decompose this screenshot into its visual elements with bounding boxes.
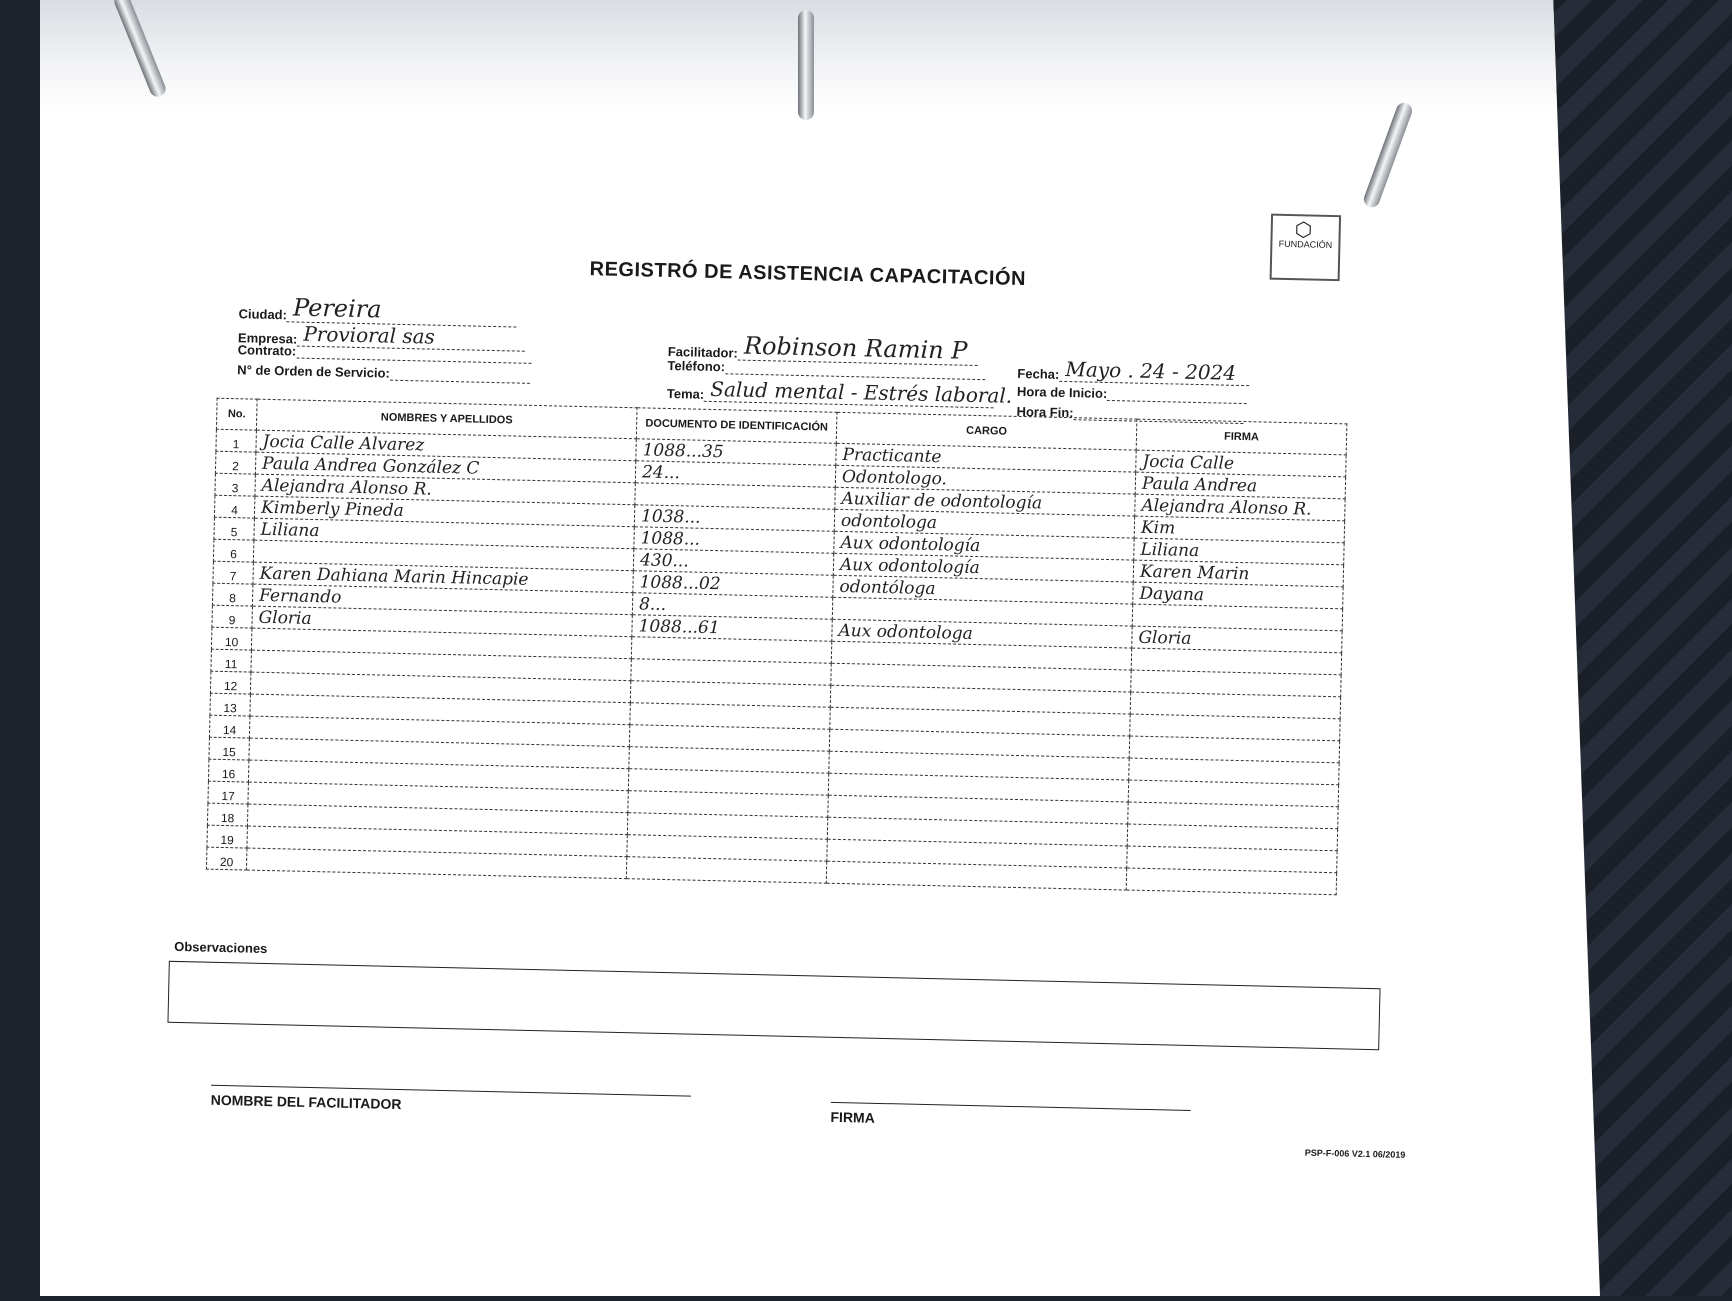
ciudad-value: Pereira	[292, 293, 382, 324]
row-number: 13	[210, 693, 250, 716]
row-number: 8	[212, 583, 252, 606]
row-firma	[1126, 868, 1336, 895]
row-number: 11	[211, 649, 251, 672]
tema-value: Salud mental - Estrés laboral.	[710, 376, 1013, 408]
fecha-value: Mayo . 24 - 2024	[1065, 356, 1237, 385]
row-firma: Paula Andrea	[1135, 472, 1345, 499]
row-nombre: Kimberly Pineda	[254, 496, 634, 527]
row-number: 19	[207, 825, 247, 848]
row-cargo: odontologa	[834, 509, 1134, 538]
row-number: 15	[209, 737, 249, 760]
row-firma: Alejandra Alonso R.	[1135, 494, 1345, 521]
row-firma: Kim	[1134, 516, 1344, 543]
logo-text: FUNDACIÓN	[1278, 238, 1333, 251]
observaciones-box	[167, 961, 1380, 1050]
row-number: 12	[210, 671, 250, 694]
row-documento: 24...	[635, 461, 835, 488]
row-cargo: Aux odontología	[833, 553, 1133, 582]
header-documento: DOCUMENTO DE IDENTIFICACIÓN	[636, 408, 837, 444]
row-documento	[626, 857, 826, 884]
row-cargo: odontóloga	[833, 575, 1133, 604]
telefono-field: Teléfono:	[667, 358, 985, 380]
row-documento: 1088...	[634, 527, 834, 554]
header-cargo: CARGO	[836, 412, 1137, 450]
row-number: 1	[216, 429, 256, 452]
header-firma: FIRMA	[1136, 419, 1347, 455]
firma-line	[831, 1102, 1191, 1111]
row-number: 20	[206, 847, 246, 870]
row-firma: Liliana	[1134, 538, 1344, 565]
foundation-logo	[1270, 214, 1341, 282]
row-number: 16	[208, 759, 248, 782]
row-documento: 8...	[632, 593, 832, 620]
row-nombre: Gloria	[252, 606, 632, 637]
binder-ring	[798, 10, 814, 120]
binder-band	[40, 0, 1600, 110]
row-nombre: Karen Dahiana Marin Hincapie	[253, 562, 633, 593]
row-documento: 430...	[633, 549, 833, 576]
row-number: 10	[211, 627, 251, 650]
hora-inicio-field: Hora de Inicio:	[1017, 384, 1248, 404]
row-cargo: Aux odontología	[834, 531, 1134, 560]
empresa-field: Empresa: Provioral sas	[238, 320, 526, 352]
facilitador-field: Facilitador: Robinson Ramin P	[668, 330, 979, 366]
row-nombre: Paula Andrea González C	[255, 452, 635, 483]
empresa-value: Provioral sas	[303, 321, 436, 349]
orden-servicio-field: N° de Orden de Servicio:	[237, 362, 530, 384]
row-number: 3	[215, 473, 255, 496]
form-code: PSP-F-006 V2.1 06/2019	[1304, 1147, 1406, 1160]
row-nombre: Alejandra Alonso R.	[255, 474, 635, 505]
hora-fin-field: Hora Fin:	[1016, 404, 1243, 424]
row-nombre: Liliana	[254, 518, 634, 549]
header-no: No.	[216, 398, 257, 430]
row-number: 17	[208, 781, 248, 804]
row-number: 4	[214, 495, 254, 518]
hexagon-icon: ⬡	[1294, 219, 1313, 242]
binder-ring	[1362, 101, 1415, 210]
row-number: 2	[215, 451, 255, 474]
facilitador-name-label: NOMBRE DEL FACILITADOR	[210, 1091, 402, 1113]
header-nombres: NOMBRES Y APELLIDOS	[256, 399, 637, 439]
form-title: REGISTRÓ DE ASISTENCIA CAPACITACIÓN	[589, 258, 1027, 291]
facilitador-value: Robinson Ramin P	[743, 331, 968, 365]
row-number: 14	[209, 715, 249, 738]
row-documento: 1038...	[634, 505, 834, 532]
ciudad-field: Ciudad: Pereira	[238, 292, 517, 327]
row-nombre: Jocia Calle Alvarez	[256, 430, 636, 461]
fecha-field: Fecha: Mayo . 24 - 2024	[1017, 356, 1249, 386]
row-cargo: Practicante	[836, 443, 1136, 472]
row-cargo: Aux odontologa	[832, 619, 1132, 648]
row-cargo: Odontologo.	[835, 465, 1135, 494]
row-firma: Karen Marin	[1133, 560, 1343, 587]
row-cargo: Auxiliar de odontología	[835, 487, 1135, 516]
row-number: 5	[214, 517, 254, 540]
firma-label: FIRMA	[830, 1108, 875, 1126]
row-documento: 1088...61	[632, 615, 832, 642]
contrato-field: Contrato:	[238, 342, 532, 364]
attendance-rows	[206, 429, 1346, 895]
row-firma: Jocia Calle	[1136, 450, 1346, 477]
row-documento: 1088...35	[636, 439, 836, 466]
row-nombre: Fernando	[252, 584, 632, 615]
attendance-table	[206, 398, 1347, 896]
row-documento: 1088...02	[633, 571, 833, 598]
row-firma: Dayana	[1133, 582, 1343, 609]
row-number: 7	[213, 561, 253, 584]
attendance-form	[174, 219, 1590, 1301]
row-firma: Gloria	[1132, 626, 1342, 653]
row-number: 9	[212, 605, 252, 628]
row-number: 18	[207, 803, 247, 826]
row-number: 6	[213, 539, 253, 562]
tema-field: Tema: Salud mental - Estrés laboral.	[666, 376, 1013, 408]
observaciones-label: Observaciones	[174, 938, 268, 957]
